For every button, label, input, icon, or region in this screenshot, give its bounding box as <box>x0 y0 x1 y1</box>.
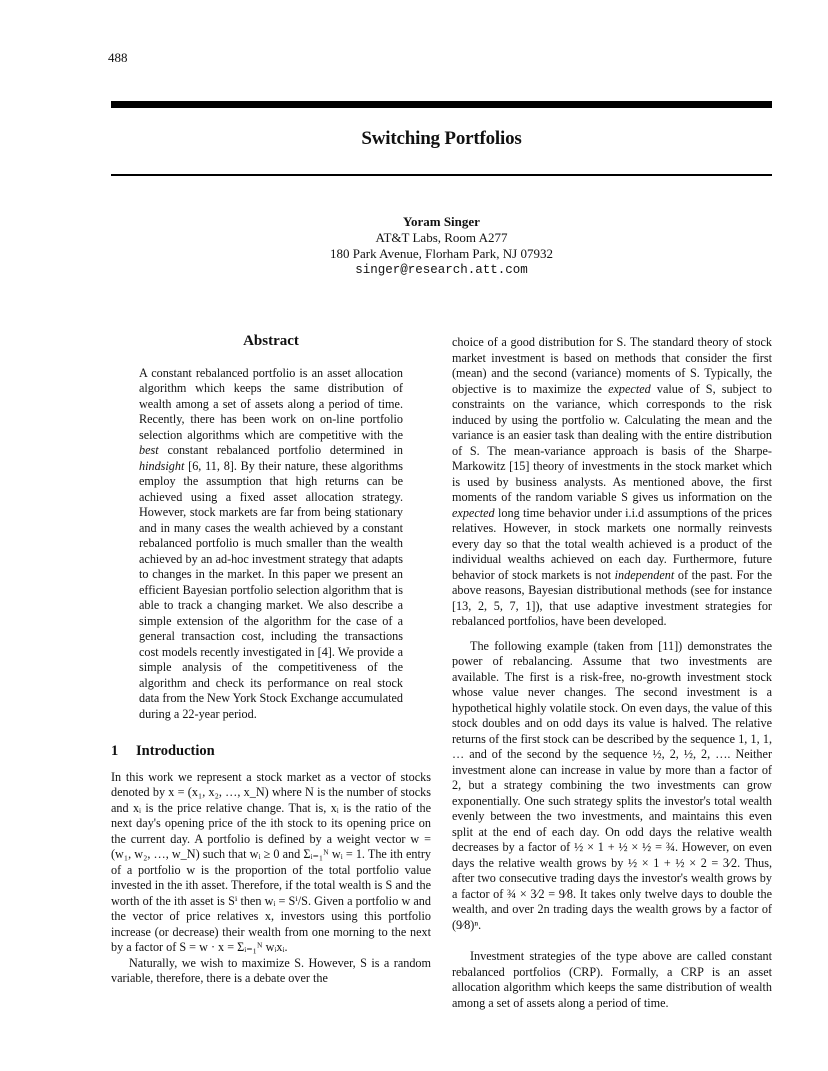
section-title: Introduction <box>136 743 215 759</box>
right-column <box>452 335 772 1011</box>
left-column <box>111 334 431 987</box>
abstract-text-part: [6, 11, 8]. By their nature, these algorithms employ the assumption that high returns can be achieved using a fixed asset allocation strategy. However, stock markets are far from being stationary and in many cases the wealth achieved by a constant rebalanced portfolio is much smaller than the wealth achieved by an ad-hoc investment strategy that adapts to changes in the market. In this paper we present an efficient Bayesian portfolio selection algorithm that is able to track a changing market. We also describe a simple extension of the algorithm for the case of a general transaction cost, including the transactions cost models recently investigated in [4]. We provide a simple analysis of the competitiveness of the algorithm and check its performance on real stock data from the New York Stock Exchange accumulated during a 22-year period. <box>139 458 403 721</box>
body-text-part: value of S, subject to constraints on the variance, which corresponds to the risk induced by using the portfolio w. Calculating the mean and the variance is an easier task than dealing with the entire distribution of S. The mean-variance approach is basis of the Sharpe-Markowitz [15] theory of investments in the stock market which is used by business analysts. As mentioned above, the first moments of the random variable S gives us information on the <box>452 381 772 504</box>
abstract-text-part: constant rebalanced portfolio determined in <box>158 443 403 457</box>
page-number: 488 <box>108 50 128 65</box>
abstract-text-part: A constant rebalanced portfolio is an asset allocation algorithm which keeps the same distribution of wealth among a set of assets along a period of time. Recently, there has been work on on-line portfolio selection algorithms which are competitive with the <box>139 365 403 442</box>
introduction-paragraph-2: Naturally, we wish to maximize S. However, S is a random variable, therefore, there is a debate over the <box>111 955 431 985</box>
author-email: singer@research.att.com <box>355 263 528 277</box>
abstract-emphasis-best: best <box>139 443 159 457</box>
emphasis-expected: expected <box>452 505 495 520</box>
emphasis-expected: expected <box>608 381 651 396</box>
introduction-paragraph-1: In this work we represent a stock market as a vector of stocks denoted by x = (x₁, x₂, …, x_N) where N is the number of stocks and xᵢ is the price relative change. That is, xᵢ is the ratio of the next day's opening price of the ith stock to its opening price on the current day. A portfolio is defined by a weight vector w = (w₁, w₂, …, w_N) such that wᵢ ≥ 0 and Σᵢ₌₁ᴺ wᵢ = 1. The ith entry of a portfolio w is the proportion of the total portfolio value invested in the ith asset. Therefore, if the total wealth is S and the worth of the ith asset is Sⁱ then wᵢ = Sⁱ/S. Given a portfolio w and the vector of price relatives x, investors using this portfolio increase (or decrease) their wealth from one morning to the next by a factor of S = w · x = Σᵢ₌₁ᴺ wᵢxᵢ. <box>111 769 431 954</box>
right-paragraph-3: Investment strategies of the type above are called constant rebalanced portfolios (CRP). Formally, a CRP is an asset allocation algorithm which keeps the same distribution of wealth among a set of assets along a period of time. <box>452 949 772 1010</box>
author-address: 180 Park Avenue, Florham Park, NJ 07932 <box>330 246 553 261</box>
abstract-heading: Abstract <box>243 333 299 349</box>
author-affiliation: AT&T Labs, Room A277 <box>375 230 508 245</box>
right-paragraph-2: The following example (taken from [11]) demonstrates the power of rebalancing. Assume that two investments are available. The first is a risk-free, no-growth investment stock whose value never changes. The second investment is a hypothetical highly volatile stock. On even days, the value of this stock doubles and on odd days its value is halved. The relative returns of the first stock can be described by the sequence 1, 1, 1, … and of the second by the sequence ½, 2, ½, 2, …. Neither investment alone can increase in value by more than a factor of 2, but a strategy combining the two investments can grow exponentially. One such strategy splits the investor's total wealth evenly between the two investments, and maintains this even split at the end of each day. On odd days the relative wealth decreases by a factor of ½ × 1 + ½ × ½ = ¾. However, on even days the relative wealth grows by ½ × 1 + ½ × 2 = 3⁄2. Thus, after two consecutive trading days the investor's wealth grows by a factor of ¾ × 3⁄2 = 9⁄8. It takes only twelve days to double the wealth, and over 2n trading days the wealth grows by a factor of (9⁄8)ⁿ. <box>452 638 772 932</box>
author-name: Yoram Singer <box>403 214 480 229</box>
section-number: 1 <box>111 743 119 759</box>
title-rule-top <box>111 101 772 108</box>
emphasis-independent: independent <box>614 567 675 582</box>
paper-title: Switching Portfolios <box>361 128 522 149</box>
abstract-body <box>139 366 403 723</box>
right-paragraph-1 <box>452 335 772 630</box>
body-text-part: choice of a good distribution for S. The standard theory of stock market investment is based on methods that consider the first (mean) and the second (variance) moments of S. Typically, the objective is to maximize the <box>452 335 772 396</box>
body-text-part: of the past. For the above reasons, Bayesian distributional methods (see for instance [13, 2, 5, 7, 1]), that use adaptive investment strategies for rebalanced portfolios, have been developed. <box>452 567 772 628</box>
section-heading-introduction <box>111 744 431 760</box>
title-rule-bottom <box>111 174 772 176</box>
body-text-part: long time behavior under i.i.d assumptions of the prices relatives. However, in stock markets one normally reinvests every day so that the total wealth achieved is a product of the individual wealths achieved on each day. Furthermore, future behavior of stock markets is not <box>452 505 772 582</box>
abstract-emphasis-hindsight: hindsight <box>139 458 185 473</box>
author-block <box>111 214 772 278</box>
